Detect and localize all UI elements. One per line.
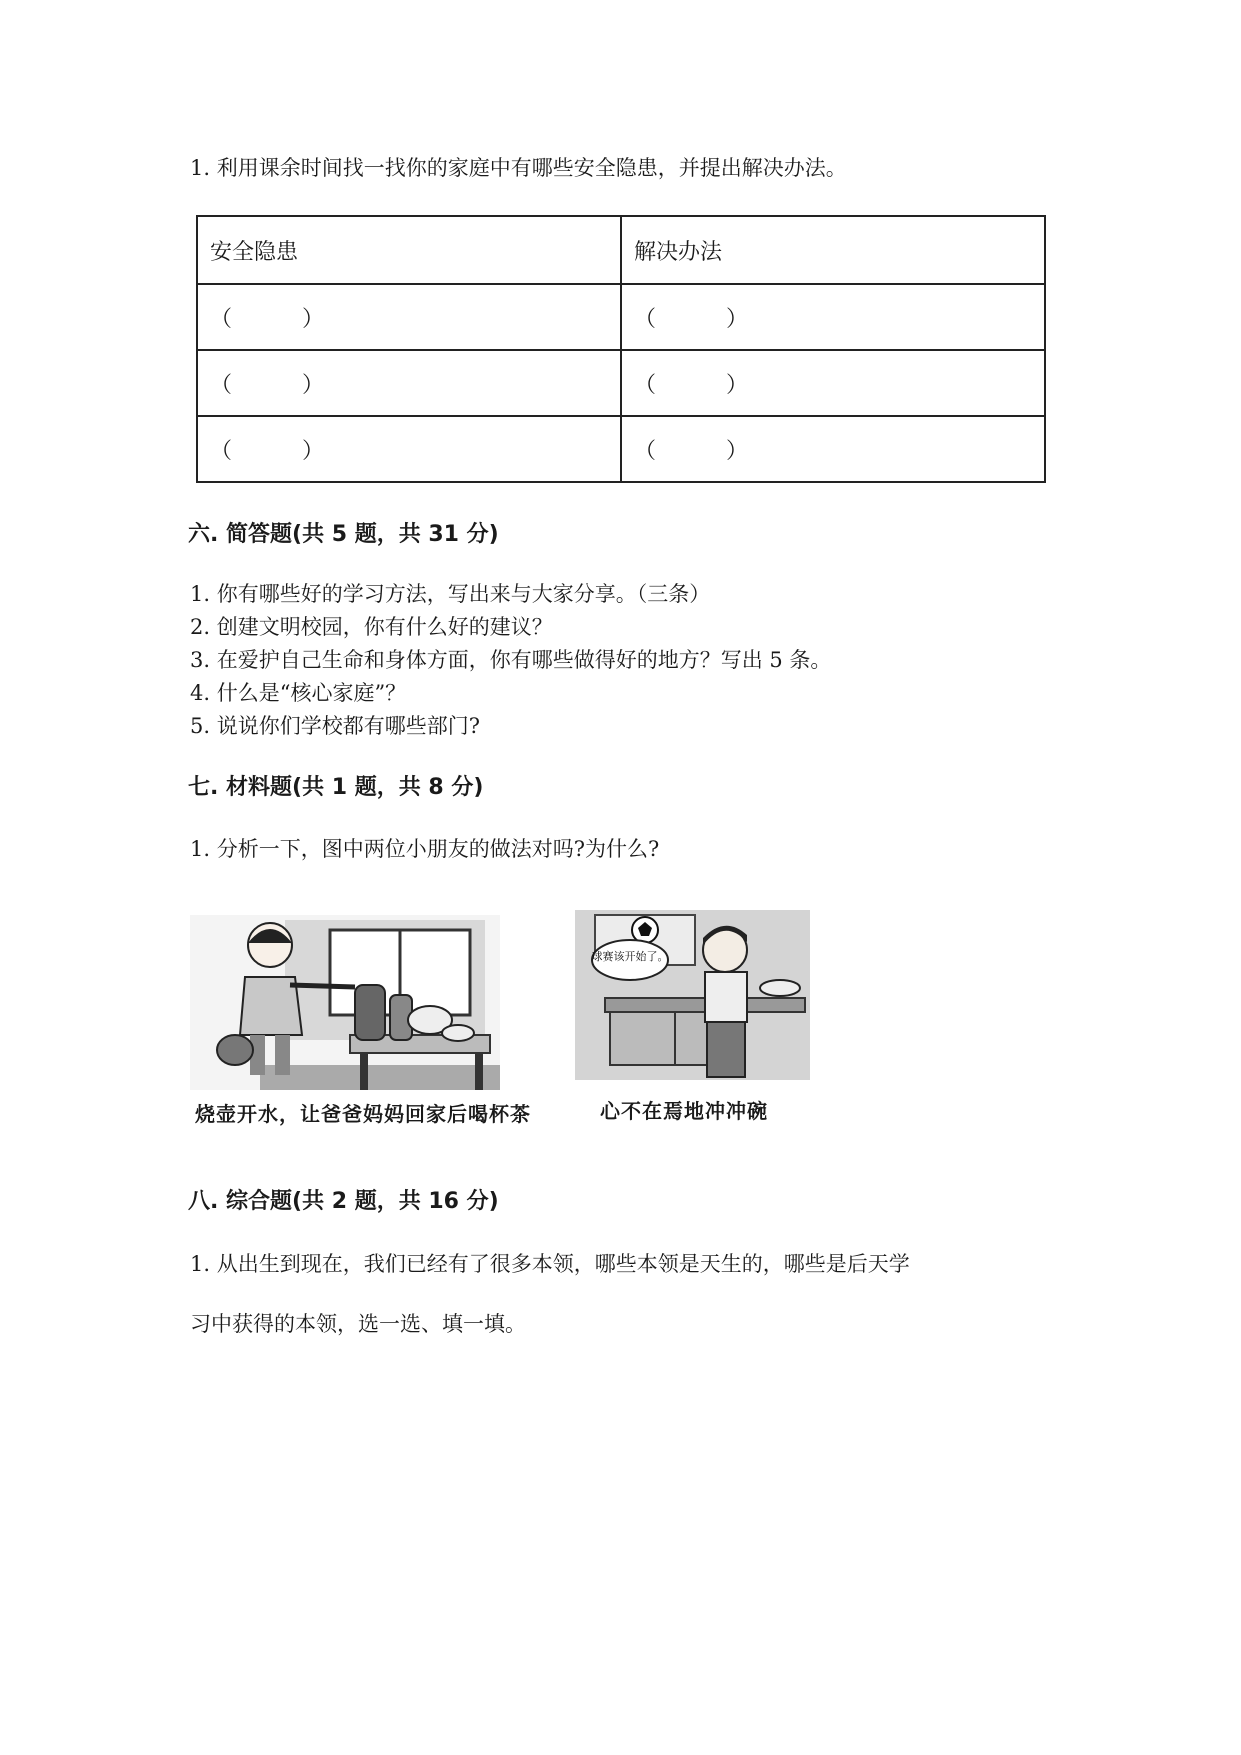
table-header-solution: 解决办法 [621,216,1045,284]
section-6-title: 六. 简答题(共 5 题，共 31 分) [188,522,499,547]
section-6-item-1: 1. 你有哪些好的学习方法，写出来与大家分享。（三条） [190,582,711,606]
section-7-title: 七. 材料题(共 1 题，共 8 分) [188,775,484,800]
boy-washing-dishes-illustration [575,910,810,1080]
left-illustration-caption: 烧壶开水，让爸爸妈妈回家后喝杯茶 [195,1102,531,1126]
hazard-table [196,215,1046,483]
question-household-hazards: 1. 利用课余时间找一找你的家庭中有哪些安全隐患，并提出解决办法。 [190,156,847,180]
table-header-hazard: 安全隐患 [197,216,621,284]
answer-blank-hazard[interactable]: （ ） [197,416,621,482]
table-row [197,416,1045,482]
section-6-item-3: 3. 在爱护自己生命和身体方面，你有哪些做得好的地方？写出 5 条。 [190,648,832,672]
answer-blank-solution[interactable]: （ ） [621,350,1045,416]
speech-bubble-text: 球赛该开始了。 [591,950,669,963]
right-illustration-caption: 心不在焉地冲冲碗 [600,1099,768,1123]
answer-blank-solution[interactable]: （ ） [621,284,1045,350]
section-6-item-4: 4. 什么是“核心家庭”？ [190,681,407,705]
answer-blank-solution[interactable]: （ ） [621,416,1045,482]
answer-blank-hazard[interactable]: （ ） [197,284,621,350]
answer-blank-hazard[interactable]: （ ） [197,350,621,416]
section-7-question: 1. 分析一下，图中两位小朋友的做法对吗?为什么? [190,837,660,861]
table-row [197,284,1045,350]
section-6-item-2: 2. 创建文明校园，你有什么好的建议？ [190,615,553,639]
table-row [197,350,1045,416]
section-8-title: 八. 综合题(共 2 题，共 16 分) [188,1189,499,1214]
table-header-row [197,216,1045,284]
section-8-question-line-2: 习中获得的本领，选一选、填一填。 [190,1312,526,1336]
section-8-question-line-1: 1. 从出生到现在，我们已经有了很多本领，哪些本领是天生的，哪些是后天学 [190,1252,910,1276]
section-6-item-5: 5. 说说你们学校都有哪些部门? [190,714,480,738]
girl-boiling-water-illustration [190,915,500,1090]
